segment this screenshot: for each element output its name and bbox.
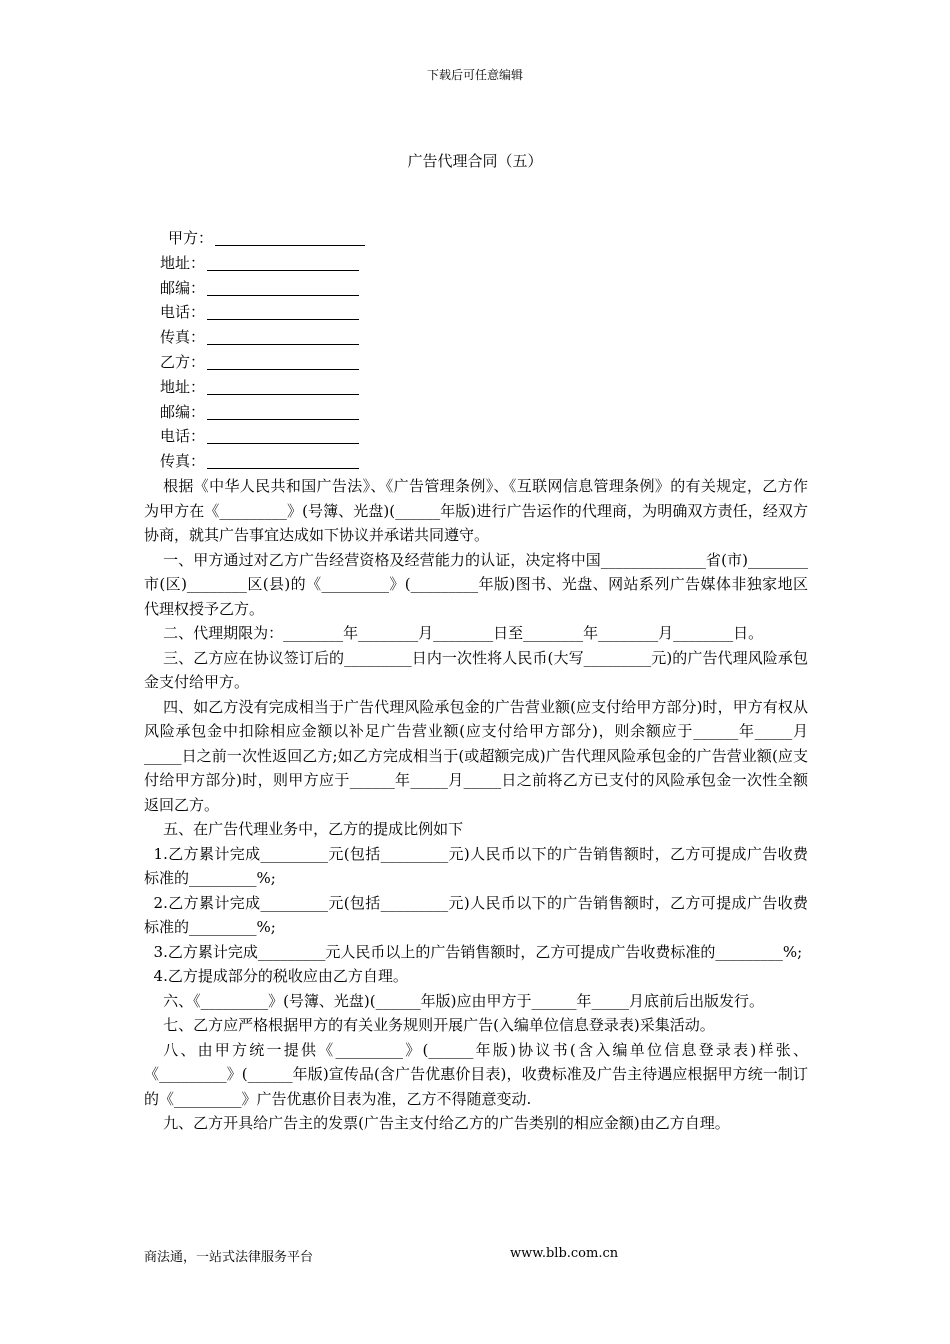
fill-line [207, 452, 359, 469]
fill-line [215, 229, 365, 246]
field-phone-a [160, 300, 365, 325]
field-label: 甲方： [168, 229, 214, 247]
header-note: 下载后可任意编辑 [426, 68, 523, 82]
fill-line [207, 279, 359, 296]
footer-website-link[interactable]: www.blb.com.cn [510, 1246, 619, 1261]
field-label: 传真： [160, 452, 206, 471]
field-party-a [160, 226, 365, 251]
fill-line [207, 303, 359, 320]
field-label: 邮编： [160, 402, 206, 421]
document-title: 广告代理合同（五） [407, 152, 543, 170]
field-label: 地址： [160, 253, 206, 272]
field-phone-b [160, 424, 365, 449]
field-fax-b [160, 449, 365, 474]
paragraph-preamble: 根据《中华人民共和国广告法》、《广告管理条例》、《互联网信息管理条例》的有关规定，乙方作为甲方在《_________》(号簿、光盘)(______年版)进行广告运作的代理商，为明确双方责任，经双方协商，就其广告事宜达成如下协议并承诺共同遵守。 [144, 477, 808, 544]
paragraph-clause-8: 八、由甲方统一提供《_________》(______年版)协议书(含入编单位信息登录表)样张、《_________》(______年版)宣传品(含广告优惠价目表)，收费标准及广告主待遇应根据甲方统一制订的《_________》广告优惠价目表为准，乙方不得随意变动. [144, 1040, 808, 1108]
field-fax-a [160, 325, 365, 350]
paragraph-clause-5-2: 2.乙方累计完成_________元(包括_________元)人民币以下的广告销售额时，乙方可提成广告收费标准的_________%; [144, 893, 808, 936]
paragraph-clause-5-1: 1.乙方累计完成_________元(包括_________元)人民币以下的广告销售额时，乙方可提成广告收费标准的_________%; [144, 844, 808, 887]
paragraph-clause-2: 二、代理期限为：________年________月________日至________年________月________日。 [163, 624, 764, 642]
fill-line [207, 378, 359, 395]
paragraph-clause-6: 六、《_________》(号簿、光盘)(______年版)应由甲方于______年_____月底前后出版发行。 [163, 991, 764, 1010]
paragraph-clause-1: 一、甲方通过对乙方广告经营资格及经营能力的认证，决定将中国______________省(市)________市(区)________区(县)的《_________》(_________年版)图书、光盘、网站系列广告媒体非独家地区代理权授予乙方。 [144, 550, 808, 618]
field-party-b [160, 350, 365, 375]
party-info-fields [160, 226, 365, 474]
fill-line [207, 254, 359, 271]
paragraph-clause-5: 五、在广告代理业务中，乙方的提成比例如下 [163, 820, 464, 838]
field-label: 电话： [160, 303, 206, 322]
paragraph-clause-3: 三、乙方应在协议签订后的_________日内一次性将人民币(大写_________元)的广告代理风险承包金支付给甲方。 [144, 648, 808, 691]
paragraph-clause-4: 四、如乙方没有完成相当于广告代理风险承包金的广告营业额(应支付给甲方部分)时，甲方有权从风险承包金中扣除相应金额以补足广告营业额(应支付给甲方部分)，则余额应于______年_____月_____日之前一次性返回乙方;如乙方完成相当于(或超额完成)广告代理风险承包金的广告营业额(应支付给甲方部分)时，则甲方应于______年_____月_____日之前将乙方已支付的风险承包金一次性全额返回乙方。 [144, 697, 808, 814]
field-address-b [160, 375, 365, 400]
fill-line [207, 353, 359, 370]
field-label: 邮编： [160, 278, 206, 297]
fill-line [207, 403, 359, 420]
footer-platform-name: 商法通，一站式法律服务平台 [144, 1250, 314, 1265]
field-postcode-a [160, 276, 365, 301]
fill-line [207, 328, 359, 345]
field-postcode-b [160, 400, 365, 425]
paragraph-clause-7: 七、乙方应严格根据甲方的有关业务规则开展广告(入编单位信息登录表)采集活动。 [163, 1016, 715, 1034]
paragraph-clause-5-3: 3.乙方累计完成_________元人民币以上的广告销售额时，乙方可提成广告收费标准的_________%; [153, 942, 803, 961]
field-label: 乙方： [160, 352, 206, 371]
fill-line [207, 427, 359, 444]
field-label: 电话： [160, 427, 206, 446]
field-address-a [160, 251, 365, 276]
paragraph-clause-9: 九、乙方开具给广告主的发票(广告主支付给乙方的广告类别的相应金额)由乙方自理。 [163, 1114, 730, 1132]
field-label: 传真： [160, 328, 206, 347]
paragraph-clause-5-4: 4.乙方提成部分的税收应由乙方自理。 [153, 967, 408, 985]
contract-body [144, 474, 808, 1136]
field-label: 地址： [160, 377, 206, 396]
